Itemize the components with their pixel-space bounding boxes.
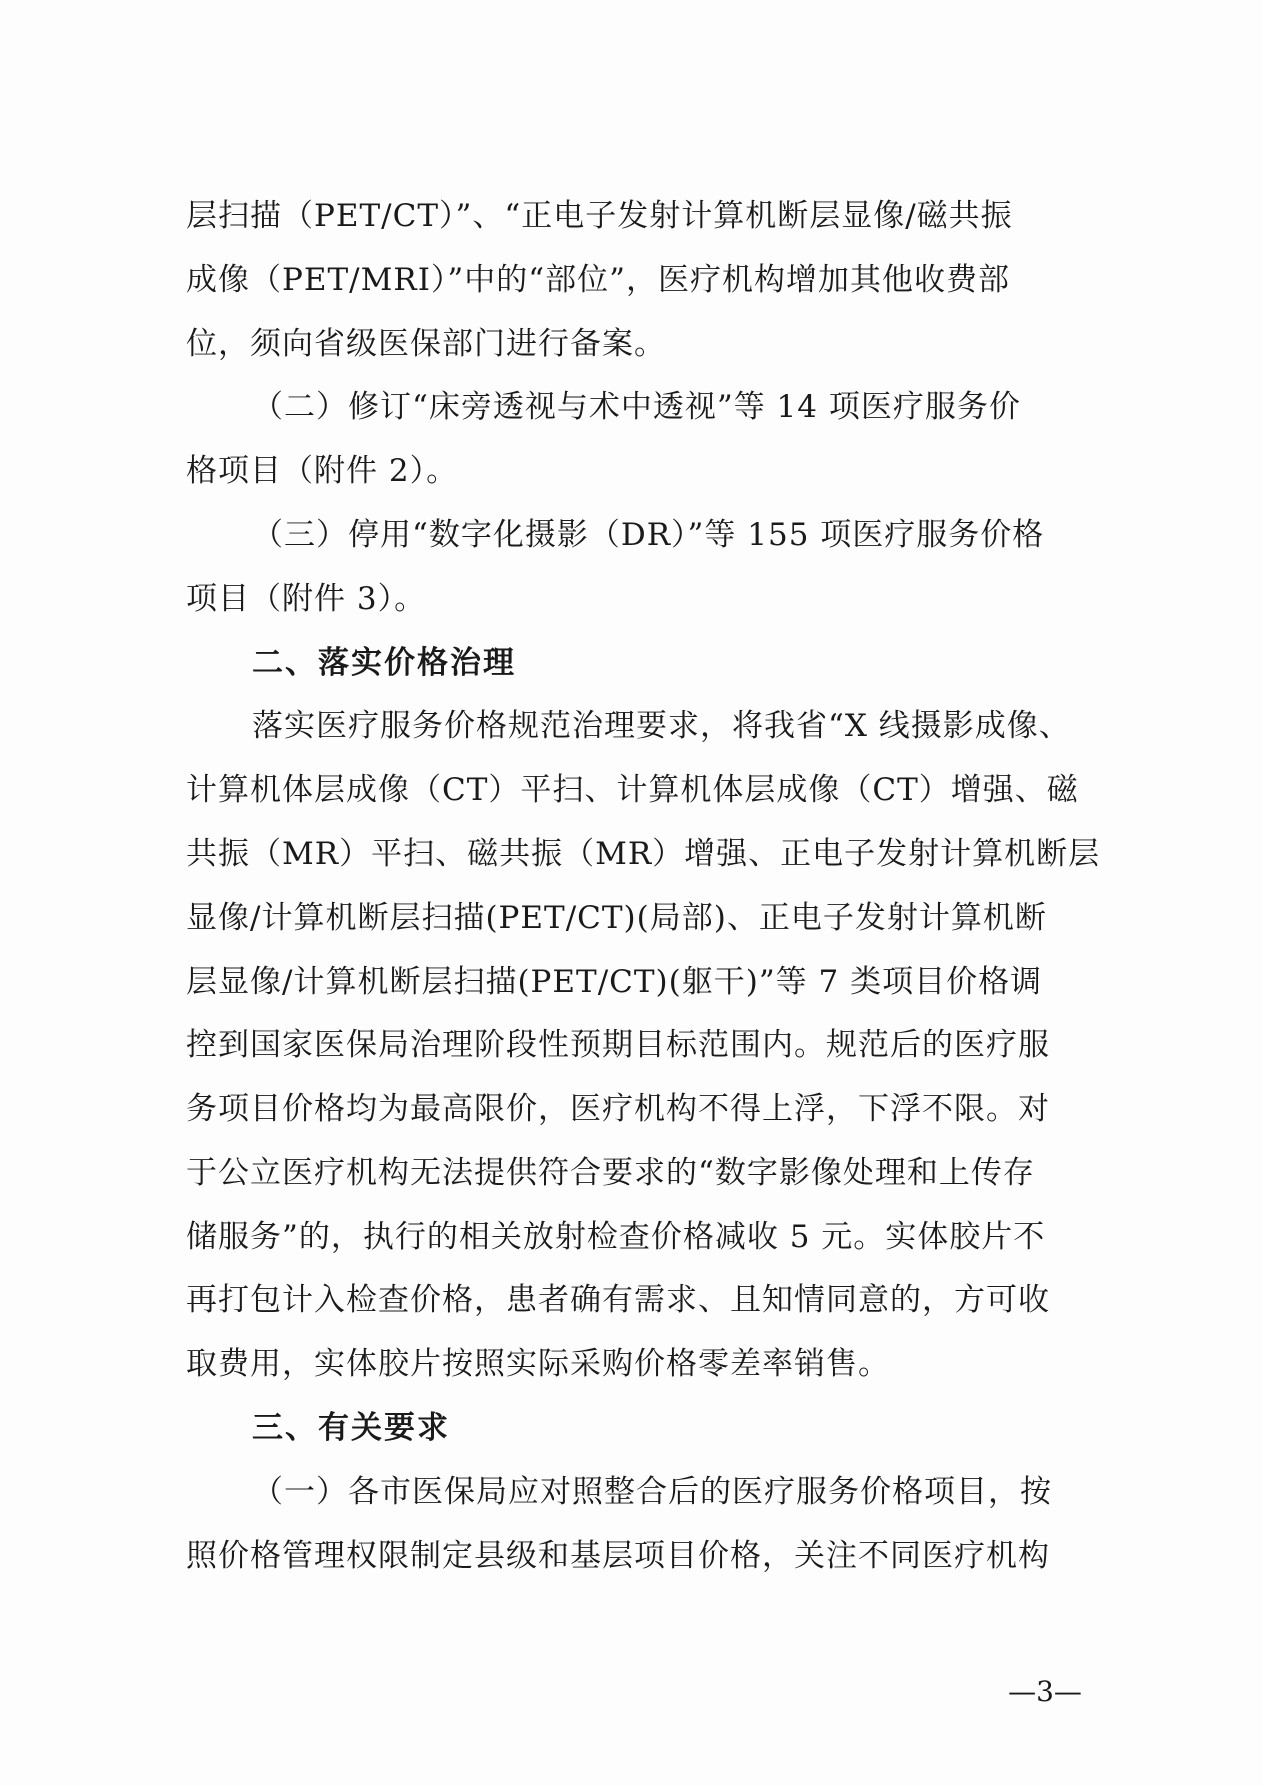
text-line: 层扫描（PET/CT）”、“正电子发射计算机断层显像/磁共振 bbox=[186, 198, 1013, 234]
text-line: 取费用，实体胶片按照实际采购价格零差率销售。 bbox=[186, 1346, 890, 1382]
text-line: 成像（PET/MRI）”中的“部位”，医疗机构增加其他收费部 bbox=[186, 262, 1010, 298]
text-line: 储服务”的，执行的相关放射检查价格减收 5 元。实体胶片不 bbox=[186, 1219, 1046, 1255]
text-line: 格项目（附件 2）。 bbox=[186, 453, 459, 489]
text-line: 于公立医疗机构无法提供符合要求的“数字影像处理和上传存 bbox=[186, 1155, 1035, 1191]
text-line: （三）停用“数字化摄影（DR）”等 155 项医疗服务价格 bbox=[252, 517, 1045, 553]
page-number: —3— bbox=[1008, 1675, 1082, 1708]
text-line: 位，须向省级医保部门进行备案。 bbox=[186, 326, 666, 362]
text-line: 务项目价格均为最高限价，医疗机构不得上浮，下浮不限。对 bbox=[186, 1091, 1050, 1127]
section-heading: 三、有关要求 bbox=[252, 1410, 450, 1446]
text-line: 照价格管理权限制定县级和基层项目价格，关注不同医疗机构 bbox=[186, 1538, 1050, 1574]
text-line: 落实医疗服务价格规范治理要求，将我省“X 线摄影成像、 bbox=[252, 708, 1071, 744]
text-line: 计算机体层成像（CT）平扫、计算机体层成像（CT）增强、磁 bbox=[186, 772, 1079, 808]
text-line: （二）修订“床旁透视与术中透视”等 14 项医疗服务价 bbox=[252, 389, 1021, 425]
section-heading: 二、落实价格治理 bbox=[252, 645, 516, 681]
text-line: 显像/计算机断层扫描(PET/CT)(局部)、正电子发射计算机断 bbox=[186, 900, 1047, 936]
text-line: 层显像/计算机断层扫描(PET/CT)(躯干)”等 7 类项目价格调 bbox=[186, 964, 1043, 1000]
text-line: 再打包计入检查价格，患者确有需求、且知情同意的，方可收 bbox=[186, 1282, 1050, 1318]
text-line: 项目（附件 3）。 bbox=[186, 581, 427, 617]
text-line: 共振（MR）平扫、磁共振（MR）增强、正电子发射计算机断层 bbox=[186, 836, 1101, 872]
text-line: 控到国家医保局治理阶段性预期目标范围内。规范后的医疗服 bbox=[186, 1027, 1050, 1063]
text-line: （一）各市医保局应对照整合后的医疗服务价格项目，按 bbox=[252, 1474, 1052, 1510]
